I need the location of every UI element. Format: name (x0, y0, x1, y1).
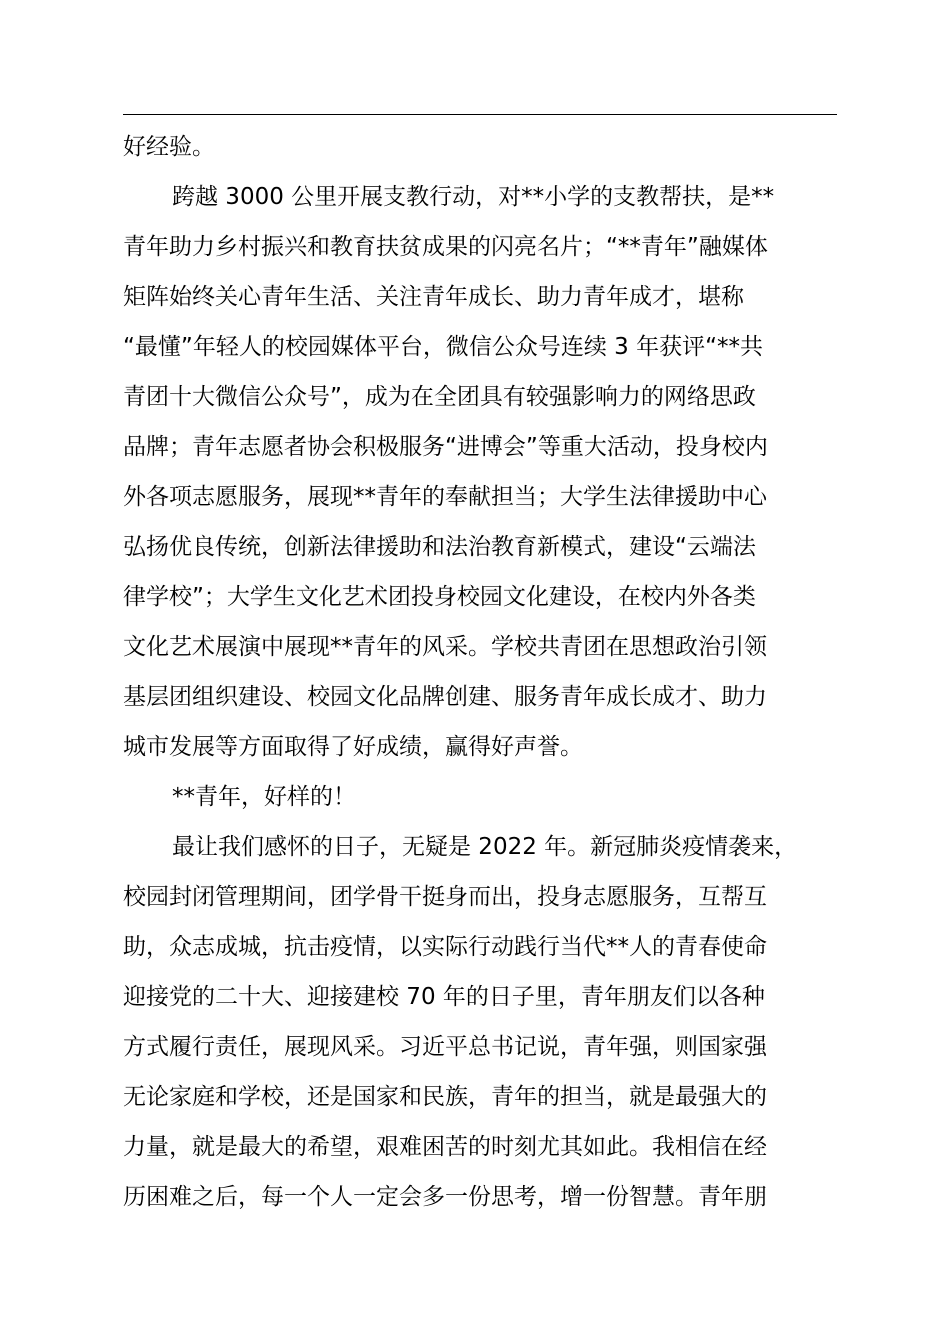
text-line: 方式履行责任，展现风采。习近平总书记说，青年强，则国家强 (123, 1034, 767, 1060)
text-line: 校园封闭管理期间，团学骨干挺身而出，投身志愿服务，互帮互 (123, 884, 767, 910)
text-line: 无论家庭和学校，还是国家和民族，青年的担当，就是最强大的 (123, 1084, 767, 1110)
text-line: 律学校”；大学生文化艺术团投身校园文化建设，在校内外各类 (123, 584, 756, 610)
text-line: 城市发展等方面取得了好成绩，赢得好声誉。 (123, 734, 583, 760)
text-line: 迎接党的二十大、迎接建校 70 年的日子里，青年朋友们以各种 (123, 984, 765, 1010)
text-line: 青团十大微信公众号”，成为在全团具有较强影响力的网络思政 (123, 384, 756, 410)
text-line: “最懂”年轻人的校园媒体平台，微信公众号连续 3 年获评“**共 (123, 334, 764, 360)
text-line: 外各项志愿服务，展现**青年的奉献担当；大学生法律援助中心 (123, 484, 767, 510)
header-rule (123, 114, 837, 115)
text-line: 矩阵始终关心青年生活、关注青年成长、助力青年成才，堪称 (123, 284, 744, 310)
text-line: 青年助力乡村振兴和教育扶贫成果的闪亮名片；“**青年”融媒体 (123, 234, 768, 260)
text-line: 最让我们感怀的日子，无疑是 2022 年。新冠肺炎疫情袭来， (172, 834, 798, 860)
text-line: **青年，好样的！ (172, 784, 356, 810)
text-line: 跨越 3000 公里开展支教行动，对**小学的支教帮扶，是** (172, 184, 775, 210)
text-line: 基层团组织建设、校园文化品牌创建、服务青年成长成才、助力 (123, 684, 767, 710)
text-line: 历困难之后，每一个人一定会多一份思考，增一份智慧。青年朋 (123, 1184, 767, 1210)
text-line: 品牌；青年志愿者协会积极服务“进博会”等重大活动，投身校内 (123, 434, 768, 460)
body-text (123, 122, 883, 1222)
text-line: 力量，就是最大的希望，艰难困苦的时刻尤其如此。我相信在经 (123, 1134, 767, 1160)
text-line: 文化艺术展演中展现**青年的风采。学校共青团在思想政治引领 (123, 634, 767, 660)
text-line: 好经验。 (123, 134, 215, 160)
text-line: 弘扬优良传统，创新法律援助和法治教育新模式，建设“云端法 (123, 534, 756, 560)
text-line: 助，众志成城，抗击疫情，以实际行动践行当代**人的青春使命 (123, 934, 767, 960)
